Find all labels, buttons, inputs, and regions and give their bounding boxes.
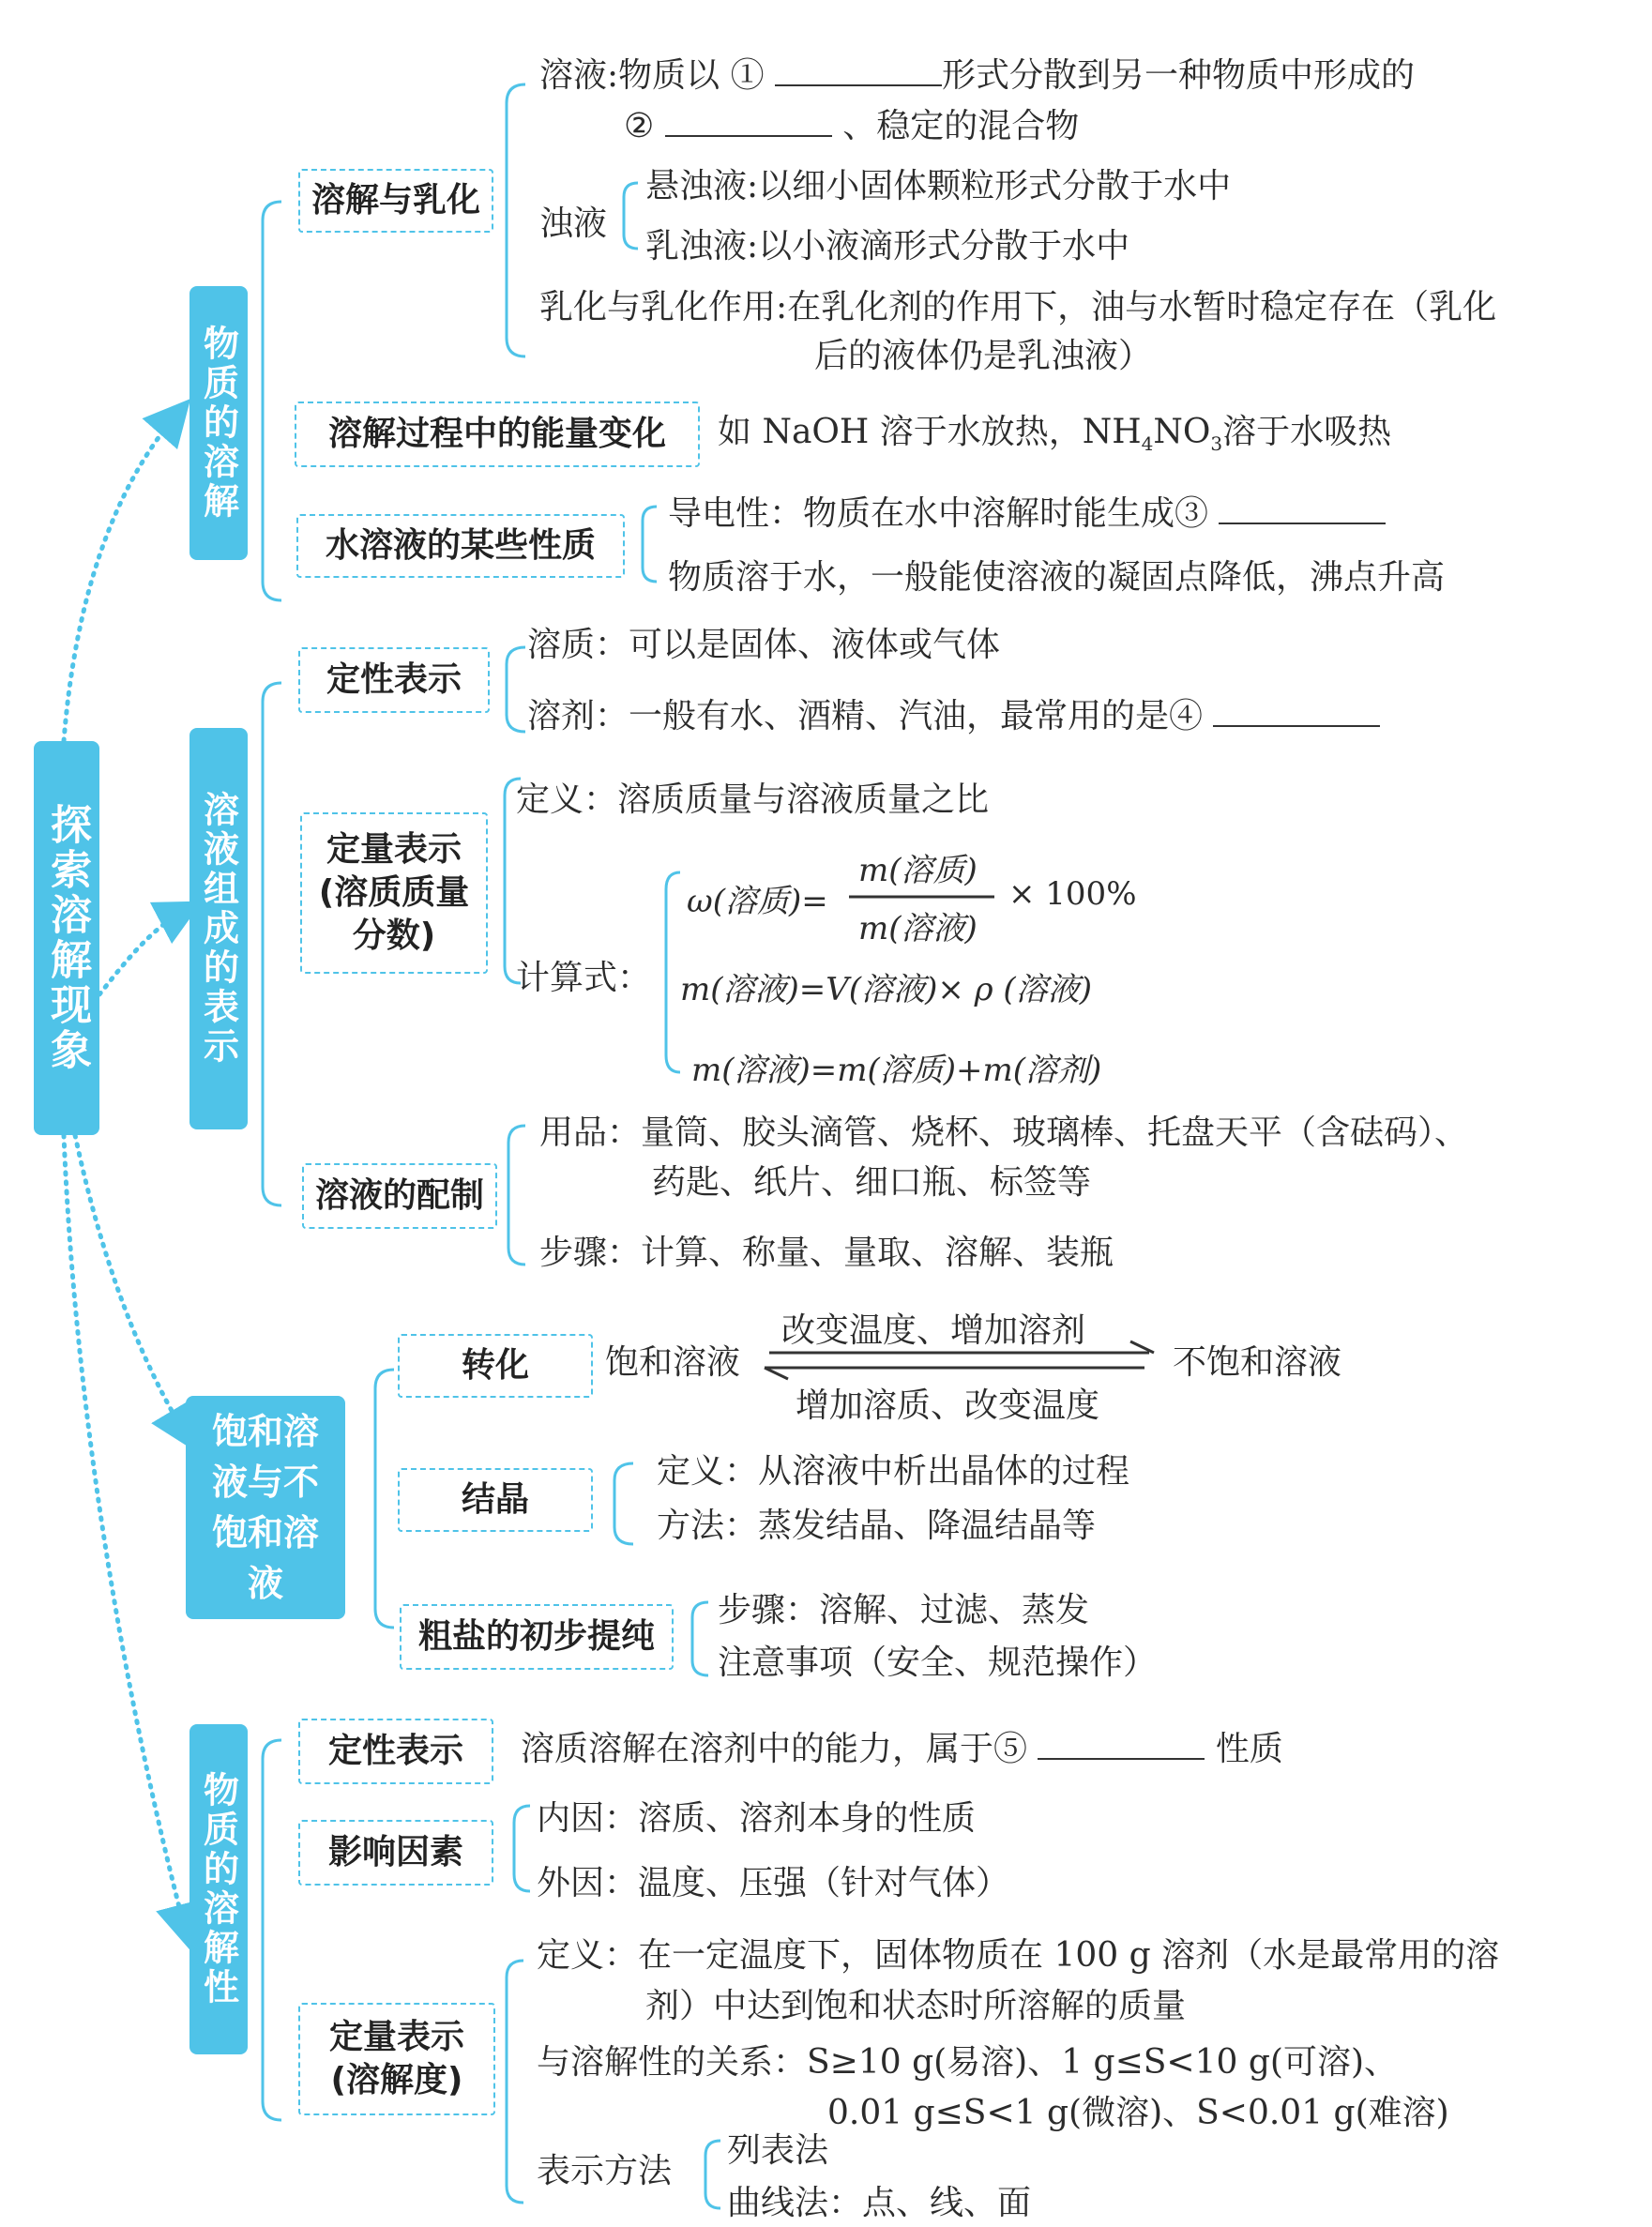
dotted-arrow-s3 <box>75 1135 186 1435</box>
section-4-title: 物质的溶解性 <box>197 1771 239 2007</box>
s2-calc-label: 计算式： <box>516 959 652 997</box>
s3-arrow-top-label: 改变温度、增加溶剂 <box>781 1311 1086 1350</box>
s4-box-factors: 影响因素 <box>298 1820 493 1886</box>
s4-representation-label: 表示方法 <box>537 2152 673 2190</box>
s1-solution-line2 <box>624 105 1079 148</box>
s2-formula1-left: ω(溶质)= <box>687 883 828 920</box>
s2-formula3: m(溶液)=m(溶质)+m(溶剂) <box>691 1052 1102 1089</box>
blank-3 <box>1219 492 1386 524</box>
s1-solution-text-end: 形式分散到另一种物质中形成的 <box>942 56 1416 95</box>
section-3-title-box <box>186 1396 345 1619</box>
s4-box-solubility: 定量表示 (溶解度) <box>298 2003 495 2115</box>
s2-tools-line1: 用品：量筒、胶头滴管、烧杯、玻璃棒、托盘天平（含砝码）、 <box>539 1114 1469 1152</box>
blank-4 <box>1213 695 1380 727</box>
s2-formula1-numerator: m(溶质) <box>858 852 978 889</box>
s1-energy-text <box>718 411 1391 465</box>
s2-solvent-text: 溶剂：一般有水、酒精、汽油，最常用的是④ <box>527 697 1204 735</box>
section-4-title-box <box>189 1724 248 2054</box>
section-3-title: 饱和溶 液与不 饱和溶 液 <box>211 1411 319 1604</box>
s4-def-line2: 剂）中达到饱和状态时所溶解的质量 <box>645 1987 1187 2025</box>
s4-inner-factor: 内因：溶质、溶剂本身的性质 <box>537 1799 977 1838</box>
s4-qualitative-end: 性质 <box>1215 1730 1283 1768</box>
s2-box-qualitative: 定性表示 <box>298 647 490 713</box>
root-title: 探索溶解现象 <box>43 803 91 1073</box>
s2-box-preparation: 溶液的配制 <box>302 1163 497 1229</box>
s1-emulsify-line1: 乳化与乳化作用:在乳化剂的作用下，油与水暂时稳定存在（乳化 <box>539 288 1497 326</box>
s4-table-method: 列表法 <box>727 2131 829 2170</box>
s3-box-crystallization: 结晶 <box>398 1468 593 1532</box>
section-1-title: 物质的溶解 <box>197 325 239 522</box>
s4-relation-line1: 与溶解性的关系：S≥10 g(易溶)、1 g≤S<10 g(可溶)、 <box>537 2043 1398 2082</box>
s1-suspension: 悬浊液:以细小固体颗粒形式分散于水中 <box>645 167 1232 205</box>
s3-unsaturated: 不饱和溶液 <box>1173 1343 1342 1382</box>
s4-box-qualitative: 定性表示 <box>298 1719 493 1784</box>
dotted-arrow-s4 <box>64 1135 186 1932</box>
s2-solute: 溶质：可以是固体、液体或气体 <box>527 626 1001 664</box>
s3-purify-steps: 步骤：溶解、过滤、蒸发 <box>718 1591 1090 1629</box>
s3-box-conversion: 转化 <box>398 1334 593 1398</box>
s1-energy-sub2: 3 <box>1210 432 1223 456</box>
section-1-title-box <box>189 286 248 560</box>
blank-2 <box>665 105 832 137</box>
dotted-arrow-s1 <box>64 413 178 741</box>
s1-emulsion: 乳浊液:以小液滴形式分散于水中 <box>645 227 1130 265</box>
s1-energy-mid: NO <box>1153 413 1211 451</box>
s1-freezing-point: 物质溶于水，一般能使溶液的凝固点降低，沸点升高 <box>668 558 1446 597</box>
s2-steps: 步骤：计算、称量、量取、溶解、装瓶 <box>539 1234 1114 1272</box>
s2-formula1-denominator: m(溶液) <box>858 910 978 947</box>
s1-energy-post: 溶于水吸热 <box>1222 413 1392 451</box>
s1-energy-pre: 如 NaOH 溶于水放热，NH <box>718 413 1142 451</box>
s3-cryst-definition: 定义：从溶液中析出晶体的过程 <box>657 1452 1130 1491</box>
s2-box-mass-fraction: 定量表示 (溶质质量 分数) <box>300 812 488 974</box>
s1-solution-line1 <box>539 54 1415 98</box>
s1-solution-text: 溶液:物质以 ① <box>539 56 776 95</box>
s2-formula2: m(溶液)=V(溶液)× ρ (溶液) <box>680 971 1092 1008</box>
s2-definition: 定义：溶质质量与溶液质量之比 <box>516 780 990 819</box>
s1-box-solution-properties: 水溶液的某些性质 <box>296 514 625 578</box>
s1-conductivity <box>668 492 1386 536</box>
s3-cryst-method: 方法：蒸发结晶、降温结晶等 <box>657 1507 1097 1545</box>
dotted-arrow-s2 <box>99 910 186 994</box>
s3-purify-note: 注意事项（安全、规范操作） <box>718 1644 1158 1682</box>
s4-curve-method: 曲线法：点、线、面 <box>727 2184 1032 2222</box>
s3-box-salt-purification: 粗盐的初步提纯 <box>400 1604 674 1670</box>
s2-solvent <box>527 695 1380 738</box>
s1-conductivity-text: 导电性：物质在水中溶解时能生成③ <box>668 494 1209 533</box>
s4-qualitative <box>521 1728 1283 1771</box>
s3-arrow-bottom-label: 增加溶质、改变温度 <box>796 1386 1100 1425</box>
s1-solution-line2-end: 、稳定的混合物 <box>842 107 1080 145</box>
s2-formula1-right: × 100% <box>1008 875 1137 913</box>
s1-emulsify-line2: 后的液体仍是乳浊液） <box>814 337 1153 375</box>
section-2-title-box <box>189 728 248 1129</box>
s1-box-energy-change: 溶解过程中的能量变化 <box>295 401 700 467</box>
s2-tools-line2: 药匙、纸片、细口瓶、标签等 <box>652 1163 1092 1202</box>
s3-saturated: 饱和溶液 <box>605 1343 741 1382</box>
s4-qualitative-text: 溶质溶解在溶剂中的能力，属于⑤ <box>521 1730 1028 1768</box>
s4-def-line1: 定义：在一定温度下，固体物质在 100 g 溶剂（水是最常用的溶 <box>537 1936 1500 1975</box>
s4-relation-line2: 0.01 g≤S<1 g(微溶)、S<0.01 g(难溶) <box>827 2094 1449 2132</box>
s1-turbid-label: 浊液 <box>539 205 608 243</box>
s4-outer-factor: 外因：温度、压强（针对气体） <box>537 1864 1010 1902</box>
root-title-box <box>34 741 99 1135</box>
s1-box-dissolve-emulsify: 溶解与乳化 <box>298 169 493 233</box>
blank-5 <box>1038 1728 1205 1760</box>
blank-1 <box>775 54 942 86</box>
section-2-title: 溶液组成的表示 <box>197 791 239 1067</box>
s1-energy-sub1: 4 <box>1141 432 1154 456</box>
s1-solution-num2: ② <box>624 107 655 145</box>
